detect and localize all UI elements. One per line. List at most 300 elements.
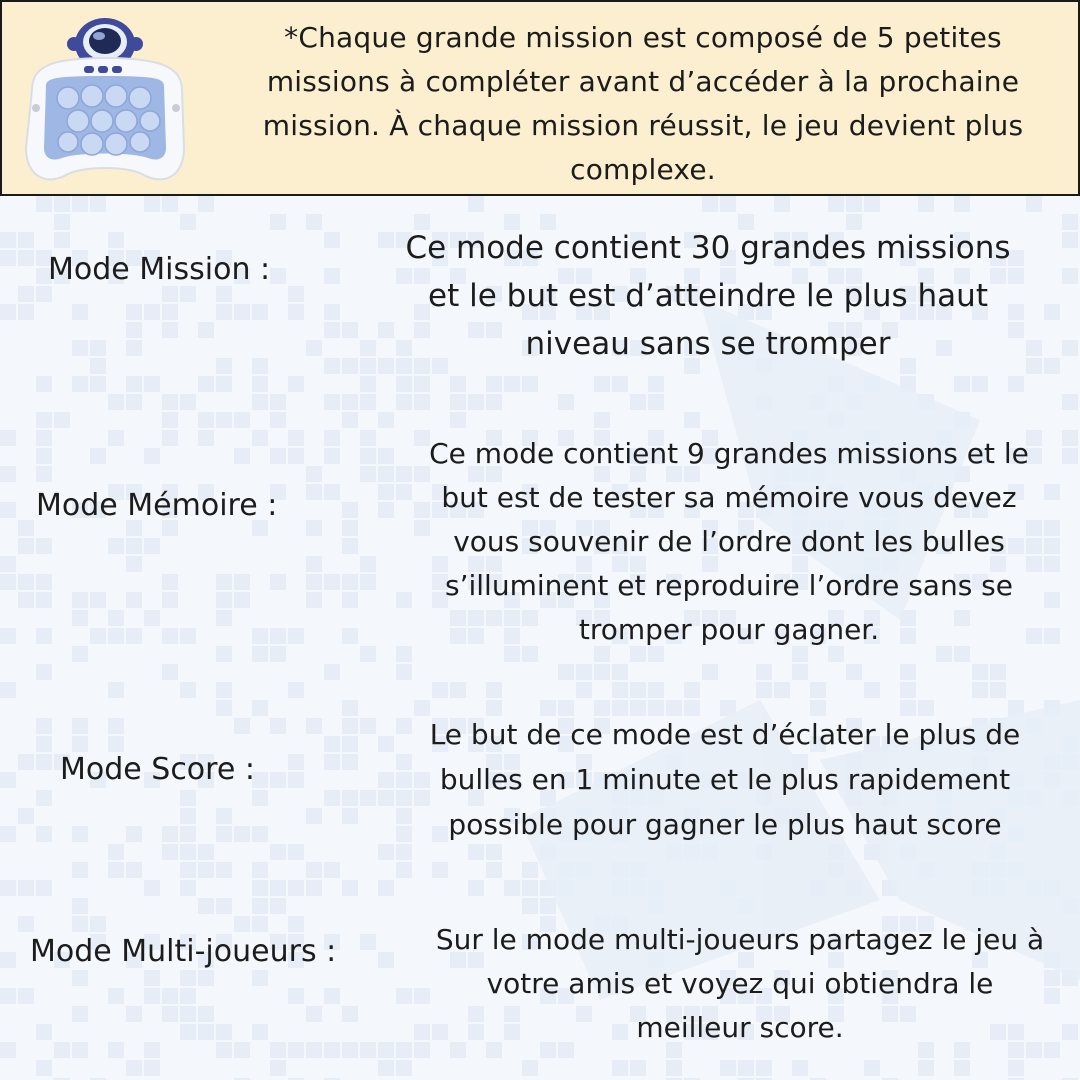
- pattern-tile: [0, 1042, 16, 1058]
- pattern-tile: [72, 610, 88, 626]
- pattern-tile: [162, 430, 178, 446]
- pattern-tile: [126, 304, 142, 320]
- pattern-tile: [126, 556, 142, 572]
- pattern-tile: [486, 682, 502, 698]
- pattern-tile: [36, 826, 52, 842]
- pattern-tile: [0, 880, 16, 896]
- pattern-tile: [216, 286, 232, 302]
- pattern-tile: [126, 862, 142, 878]
- pattern-tile: [0, 430, 16, 446]
- pattern-tile: [126, 376, 142, 392]
- pattern-tile: [162, 844, 178, 860]
- pattern-tile: [162, 322, 178, 338]
- pattern-tile: [18, 538, 34, 554]
- pattern-tile: [144, 988, 160, 1004]
- pattern-tile: [612, 682, 628, 698]
- pattern-tile: [684, 682, 700, 698]
- pattern-tile: [612, 1060, 628, 1076]
- pattern-tile: [630, 682, 646, 698]
- pattern-tile: [108, 394, 124, 410]
- pattern-tile: [918, 1060, 934, 1076]
- pattern-tile: [450, 412, 466, 428]
- pattern-tile: [270, 628, 286, 644]
- pattern-tile: [396, 376, 412, 392]
- pattern-tile: [270, 772, 286, 788]
- pattern-tile: [414, 1042, 430, 1058]
- pattern-tile: [378, 844, 394, 860]
- pattern-tile: [180, 880, 196, 896]
- pattern-tile: [144, 880, 160, 896]
- pattern-tile: [828, 196, 844, 212]
- mode-mission-label: Mode Mission :: [48, 252, 271, 287]
- pattern-tile: [198, 196, 214, 212]
- pattern-tile: [252, 862, 268, 878]
- pattern-tile: [990, 682, 1006, 698]
- pattern-tile: [234, 448, 250, 464]
- pattern-tile: [270, 718, 286, 734]
- pattern-tile: [216, 826, 232, 842]
- pattern-tile: [378, 952, 394, 968]
- pattern-tile: [324, 448, 340, 464]
- pattern-tile: [0, 502, 16, 518]
- pattern-tile: [306, 520, 322, 536]
- pattern-tile: [36, 1024, 52, 1040]
- pattern-tile: [360, 394, 376, 410]
- pattern-tile: [324, 484, 340, 500]
- pattern-tile: [252, 358, 268, 374]
- pattern-tile: [558, 664, 574, 680]
- pattern-tile: [144, 610, 160, 626]
- pattern-tile: [108, 232, 124, 248]
- pattern-tile: [378, 880, 394, 896]
- pattern-tile: [72, 970, 88, 986]
- pattern-tile: [144, 970, 160, 986]
- pattern-tile: [216, 592, 232, 608]
- pattern-tile: [126, 826, 142, 842]
- pattern-tile: [72, 826, 88, 842]
- pattern-tile: [270, 880, 286, 896]
- pattern-tile: [864, 682, 880, 698]
- pattern-tile: [288, 772, 304, 788]
- pattern-tile: [378, 736, 394, 752]
- pattern-tile: [36, 592, 52, 608]
- pattern-tile: [162, 286, 178, 302]
- pattern-tile: [162, 412, 178, 428]
- pattern-tile: [162, 196, 178, 212]
- pattern-tile: [324, 394, 340, 410]
- pattern-tile: [1008, 376, 1024, 392]
- pattern-tile: [756, 1060, 772, 1076]
- header-note-box: [0, 0, 1080, 196]
- pattern-tile: [594, 664, 610, 680]
- pattern-tile: [0, 826, 16, 842]
- pattern-tile: [90, 916, 106, 932]
- pattern-tile: [72, 718, 88, 734]
- pattern-tile: [270, 898, 286, 914]
- mode-multi-joueurs-description: Sur le mode multi-joueurs partagez le jeu à votre amis et voyez qui obtiendra le meilleur score.: [435, 923, 1045, 1044]
- pattern-tile: [702, 664, 718, 680]
- pattern-tile: [0, 556, 16, 572]
- pattern-tile: [36, 538, 52, 554]
- pattern-tile: [450, 394, 466, 410]
- pattern-tile: [198, 844, 214, 860]
- pattern-tile: [288, 880, 304, 896]
- pattern-tile: [342, 736, 358, 752]
- pattern-tile: [630, 1060, 646, 1076]
- pattern-tile: [216, 808, 232, 824]
- pattern-tile: [198, 322, 214, 338]
- pattern-tile: [324, 232, 340, 248]
- pattern-tile: [414, 1024, 430, 1040]
- pattern-tile: [756, 682, 772, 698]
- pattern-tile: [486, 394, 502, 410]
- pattern-tile: [288, 376, 304, 392]
- pattern-tile: [180, 844, 196, 860]
- pattern-tile: [216, 862, 232, 878]
- pattern-tile: [342, 394, 358, 410]
- pattern-tile: [252, 430, 268, 446]
- pattern-tile: [234, 718, 250, 734]
- pattern-tile: [270, 412, 286, 428]
- pattern-tile: [18, 808, 34, 824]
- pattern-tile: [144, 1060, 160, 1076]
- pattern-tile: [792, 664, 808, 680]
- pattern-tile: [378, 1060, 394, 1076]
- pattern-tile: [972, 664, 988, 680]
- pattern-tile: [504, 376, 520, 392]
- pattern-tile: [594, 376, 610, 392]
- pattern-tile: [720, 196, 736, 212]
- pattern-tile: [306, 484, 322, 500]
- mode-score-description: Le but de ce mode est d’éclater le plus de bulles en 1 minute et le plus rapidement possible pour gagner le plus haut score: [429, 718, 1021, 841]
- pattern-tile: [1008, 1060, 1024, 1076]
- pattern-tile: [270, 646, 286, 662]
- mode-multi-joueurs-label: Mode Multi-joueurs :: [30, 934, 337, 969]
- pattern-tile: [972, 376, 988, 392]
- pattern-tile: [144, 538, 160, 554]
- pattern-tile: [108, 682, 124, 698]
- pattern-tile: [522, 376, 538, 392]
- pattern-tile: [0, 304, 16, 320]
- pattern-tile: [576, 664, 592, 680]
- pattern-tile: [1062, 214, 1078, 230]
- pattern-tile: [1062, 394, 1078, 410]
- pattern-tile: [54, 232, 70, 248]
- pattern-tile: [36, 376, 52, 392]
- pattern-tile: [432, 862, 448, 878]
- pattern-tile: [234, 826, 250, 842]
- pattern-tile: [648, 394, 664, 410]
- pattern-tile: [72, 1042, 88, 1058]
- pattern-tile: [288, 754, 304, 770]
- pattern-tile: [306, 340, 322, 356]
- pattern-tile: [594, 412, 610, 428]
- pattern-tile: [324, 754, 340, 770]
- pattern-tile: [108, 1042, 124, 1058]
- pattern-tile: [144, 196, 160, 212]
- pattern-tile: [90, 376, 106, 392]
- pattern-tile: [396, 394, 412, 410]
- pattern-tile: [144, 448, 160, 464]
- pattern-tile: [342, 808, 358, 824]
- pattern-tile: [18, 754, 34, 770]
- pattern-tile: [180, 1024, 196, 1040]
- pattern-tile: [324, 358, 340, 374]
- pattern-tile: [486, 376, 502, 392]
- pattern-tile: [72, 916, 88, 932]
- mode-mission-description: Ce mode contient 30 grandes missions et le but est d’atteindre le plus haut niveau sans se tromper: [405, 230, 1011, 362]
- pattern-tile: [252, 898, 268, 914]
- pattern-tile: [198, 376, 214, 392]
- mode-memoire-description: Ce mode contient 9 grandes missions et le but est de tester sa mémoire vous devez vous souvenir de l’ordre dont les bulles s’illuminent et reproduire l’ordre sans se tromper pour gagner.: [429, 437, 1029, 646]
- pattern-tile: [360, 934, 376, 950]
- pattern-tile: [90, 358, 106, 374]
- pattern-tile: [342, 358, 358, 374]
- pattern-tile: [198, 1024, 214, 1040]
- pattern-tile: [378, 448, 394, 464]
- pattern-tile: [846, 664, 862, 680]
- pattern-tile: [630, 394, 646, 410]
- mode-memoire-label: Mode Mémoire :: [36, 488, 278, 523]
- pattern-tile: [36, 574, 52, 590]
- pattern-tile: [324, 988, 340, 1004]
- pattern-tile: [126, 1060, 142, 1076]
- pattern-tile: [36, 718, 52, 734]
- pattern-tile: [126, 538, 142, 554]
- pattern-tile: [72, 304, 88, 320]
- pattern-tile: [180, 826, 196, 842]
- pattern-tile: [756, 664, 772, 680]
- pattern-tile: [252, 394, 268, 410]
- header-note-text: *Chaque grande mission est composé de 5 petites missions à compléter avant d’accéder à la prochaine mission. À chaque mission réussit, le jeu devient plus complexe.: [262, 21, 1024, 186]
- pattern-tile: [252, 970, 268, 986]
- pattern-tile: [216, 700, 232, 716]
- pattern-tile: [306, 880, 322, 896]
- pattern-tile: [396, 664, 412, 680]
- pattern-tile: [216, 358, 232, 374]
- pattern-tile: [36, 1060, 52, 1076]
- pattern-tile: [360, 448, 376, 464]
- pattern-tile: [288, 916, 304, 932]
- pattern-tile: [342, 520, 358, 536]
- pattern-tile: [36, 466, 52, 482]
- pattern-tile: [198, 862, 214, 878]
- pattern-tile: [108, 862, 124, 878]
- pattern-tile: [522, 880, 538, 896]
- pop-it-game-console-icon: [12, 8, 198, 190]
- pattern-tile: [1062, 340, 1078, 356]
- pattern-tile: [378, 484, 394, 500]
- pattern-tile: [288, 628, 304, 644]
- pattern-tile: [126, 1006, 142, 1022]
- pattern-tile: [306, 808, 322, 824]
- pattern-tile: [342, 322, 358, 338]
- pattern-tile: [324, 430, 340, 446]
- pattern-tile: [360, 340, 376, 356]
- pattern-tile: [774, 196, 790, 212]
- pattern-tile: [18, 592, 34, 608]
- pattern-tile: [288, 988, 304, 1004]
- pattern-tile: [306, 592, 322, 608]
- pattern-tile: [1062, 1024, 1078, 1040]
- pattern-tile: [0, 952, 16, 968]
- pattern-tile: [396, 862, 412, 878]
- pattern-tile: [774, 682, 790, 698]
- pattern-tile: [270, 574, 286, 590]
- pattern-tile: [342, 592, 358, 608]
- pattern-tile: [90, 196, 106, 212]
- pattern-tile: [360, 556, 376, 572]
- pattern-tile: [612, 376, 628, 392]
- pattern-tile: [306, 556, 322, 572]
- pattern-tile: [972, 682, 988, 698]
- pattern-tile: [234, 574, 250, 590]
- pattern-tile: [162, 304, 178, 320]
- pattern-tile: [360, 1042, 376, 1058]
- pattern-tile: [180, 286, 196, 302]
- pattern-tile: [702, 196, 718, 212]
- pattern-tile: [324, 862, 340, 878]
- pattern-tile: [18, 304, 34, 320]
- pattern-tile: [108, 628, 124, 644]
- pattern-tile: [1062, 430, 1078, 446]
- pattern-tile: [792, 1060, 808, 1076]
- pattern-tile: [270, 1042, 286, 1058]
- pattern-tile: [324, 304, 340, 320]
- pattern-tile: [522, 1060, 538, 1076]
- pattern-tile: [144, 1042, 160, 1058]
- pattern-tile: [666, 1060, 682, 1076]
- pattern-tile: [198, 970, 214, 986]
- pattern-tile: [72, 376, 88, 392]
- pattern-tile: [216, 574, 232, 590]
- pattern-tile: [522, 862, 538, 878]
- pattern-tile: [18, 880, 34, 896]
- pattern-tile: [288, 844, 304, 860]
- pattern-tile: [270, 1060, 286, 1076]
- pattern-tile: [288, 682, 304, 698]
- pattern-tile: [18, 574, 34, 590]
- pattern-tile: [180, 808, 196, 824]
- pattern-tile: [360, 718, 376, 734]
- pattern-tile: [360, 358, 376, 374]
- pattern-tile: [36, 790, 52, 806]
- pattern-tile: [324, 1042, 340, 1058]
- pattern-tile: [1026, 340, 1042, 356]
- pattern-tile: [72, 736, 88, 752]
- pattern-tile: [108, 718, 124, 734]
- pattern-tile: [162, 1006, 178, 1022]
- pattern-tile: [18, 250, 34, 266]
- pattern-tile: [162, 826, 178, 842]
- pattern-tile: [954, 196, 970, 212]
- pattern-tile: [162, 664, 178, 680]
- pattern-tile: [342, 790, 358, 806]
- pattern-tile: [378, 772, 394, 788]
- pattern-tile: [252, 628, 268, 644]
- pattern-tile: [108, 610, 124, 626]
- pattern-tile: [90, 340, 106, 356]
- pattern-tile: [216, 376, 232, 392]
- pattern-tile: [36, 286, 52, 302]
- pattern-tile: [126, 628, 142, 644]
- pattern-tile: [0, 232, 16, 248]
- pattern-tile: [486, 862, 502, 878]
- pattern-tile: [342, 574, 358, 590]
- pattern-tile: [738, 1060, 754, 1076]
- pattern-tile: [450, 682, 466, 698]
- pattern-tile: [432, 682, 448, 698]
- pattern-tile: [126, 322, 142, 338]
- pattern-tile: [36, 448, 52, 464]
- pattern-tile: [252, 916, 268, 932]
- pattern-tile: [270, 268, 286, 284]
- pattern-tile: [900, 682, 916, 698]
- pattern-tile: [324, 790, 340, 806]
- pattern-tile: [180, 790, 196, 806]
- pattern-tile: [1026, 196, 1042, 212]
- pattern-tile: [954, 1060, 970, 1076]
- pattern-tile: [90, 592, 106, 608]
- pattern-tile: [0, 574, 16, 590]
- pattern-tile: [180, 682, 196, 698]
- pattern-tile: [1062, 268, 1078, 284]
- pattern-tile: [900, 664, 916, 680]
- pattern-tile: [360, 430, 376, 446]
- pattern-tile: [468, 394, 484, 410]
- pattern-tile: [288, 430, 304, 446]
- pattern-tile: [198, 898, 214, 914]
- pattern-tile: [234, 592, 250, 608]
- pattern-tile: [342, 754, 358, 770]
- pattern-tile: [252, 700, 268, 716]
- pattern-tile: [18, 916, 34, 932]
- pattern-tile: [54, 412, 70, 428]
- pattern-tile: [72, 898, 88, 914]
- pattern-tile: [396, 1042, 412, 1058]
- pattern-tile: [252, 646, 268, 662]
- pattern-tile: [342, 412, 358, 428]
- pattern-tile: [270, 394, 286, 410]
- pattern-tile: [414, 394, 430, 410]
- pattern-tile: [324, 736, 340, 752]
- pattern-tile: [558, 394, 574, 410]
- pattern-tile: [36, 880, 52, 896]
- pattern-tile: [720, 1060, 736, 1076]
- pattern-tile: [396, 988, 412, 1004]
- pattern-tile: [36, 664, 52, 680]
- pattern-tile: [378, 1042, 394, 1058]
- pattern-tile: [342, 1006, 358, 1022]
- pattern-tile: [414, 988, 430, 1004]
- pattern-tile: [126, 592, 142, 608]
- pattern-tile: [90, 628, 106, 644]
- pattern-tile: [360, 574, 376, 590]
- pattern-tile: [324, 268, 340, 284]
- pattern-tile: [576, 682, 592, 698]
- pattern-tile: [198, 430, 214, 446]
- pattern-tile: [126, 340, 142, 356]
- pattern-tile: [342, 718, 358, 734]
- pattern-tile: [306, 214, 322, 230]
- pattern-tile: [342, 538, 358, 554]
- pattern-tile: [54, 214, 70, 230]
- pattern-tile: [180, 988, 196, 1004]
- pattern-tile: [18, 232, 34, 248]
- pattern-tile: [162, 394, 178, 410]
- pattern-tile: [468, 196, 484, 212]
- pattern-tile: [360, 376, 376, 392]
